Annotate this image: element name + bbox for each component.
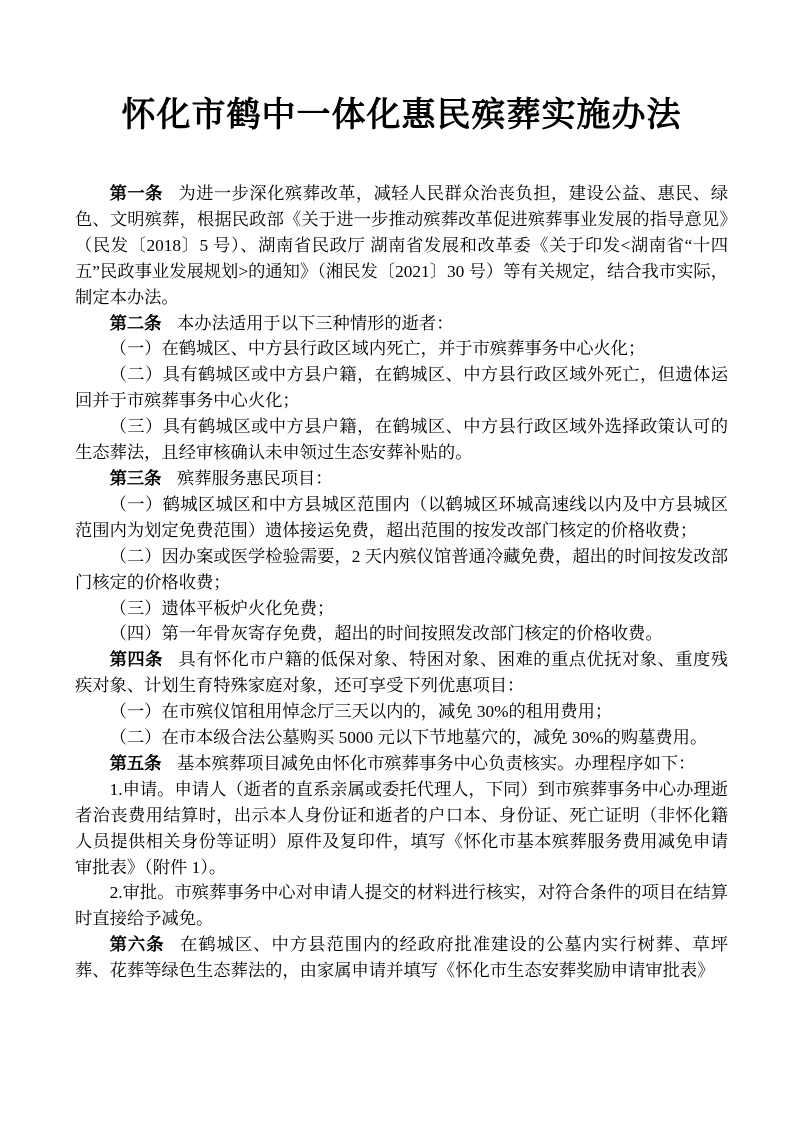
paragraph: 2.审批。市殡葬事务中心对申请人提交的材料进行核实，对符合条件的项目在结算时直接给予减免。	[75, 883, 728, 929]
paragraph: 1.申请。申请人（逝者的直系亲属或委托代理人，下同）到市殡葬事务中心办理逝者治丧费用结算时，出示本人身份证和逝者的户口本、身份证、死亡证明（非怀化籍人员提供相关身份等证明）原件及复印件，填写《怀化市基本殡葬服务费用减免申请审批表》（附件 1）。	[75, 779, 728, 877]
paragraph: （四）第一年骨灰寄存免费，超出的时间按照发改部门核定的价格收费。	[109, 624, 663, 644]
article-number: 第二条	[109, 313, 162, 333]
paragraph: 第四条 具有怀化市户籍的低保对象、特困对象、困难的重点优抚对象、重度残疾对象、计划生育特殊家庭对象，还可享受下列优惠项目：	[75, 650, 728, 696]
document-body	[75, 181, 728, 984]
paragraph: 第三条 殡葬服务惠民项目：	[109, 468, 333, 488]
paragraph: （三）具有鹤城区或中方县户籍，在鹤城区、中方县行政区域外选择政策认可的生态葬法，且经审核确认未申领过生态安葬补贴的。	[75, 417, 728, 463]
paragraph: 第二条 本办法适用于以下三种情形的逝者：	[109, 313, 454, 333]
paragraph: （二）因办案或医学检验需要，2 天内殡仪馆普通冷藏免费，超出的时间按发改部门核定的价格收费；	[75, 546, 728, 592]
article-number: 第三条	[109, 468, 162, 488]
paragraph: （三）遗体平板炉火化免费；	[109, 598, 335, 618]
article-number: 第六条	[109, 935, 165, 955]
paragraph: （二）在市本级合法公墓购买 5000 元以下节地墓穴的，减免 30%的购墓费用。	[109, 728, 708, 748]
document-title: 怀化市鹤中一体化惠民殡葬实施办法	[121, 96, 682, 134]
paragraph: 第六条 在鹤城区、中方县范围内的经政府批准建设的公墓内实行树葬、草坪葬、花葬等绿色生态葬法的，由家属申请并填写《怀化市生态安葬奖励申请审批表》	[75, 935, 728, 981]
article-number: 第四条	[109, 650, 163, 670]
paragraph: （一）鹤城区城区和中方县城区范围内（以鹤城区环城高速线以内及中方县城区范围内为划定免费范围）遗体接运免费，超出范围的按发改部门核定的价格收费；	[75, 494, 728, 540]
article-number: 第一条	[109, 184, 163, 203]
paragraph: 第五条 基本殡葬项目减免由怀化市殡葬事务中心负责核实。办理程序如下：	[109, 753, 696, 773]
paragraph: （一）在市殡仪馆租用悼念厅三天以内的，减免 30%的租用费用；	[109, 702, 613, 722]
paragraph: （一）在鹤城区、中方县行政区域内死亡，并于市殡葬事务中心火化；	[109, 339, 646, 359]
paragraph: 第一条 为进一步深化殡葬改革，减轻人民群众治丧负担，建设公益、惠民、绿色、文明殡葬，根据民政部《关于进一步推动殡葬改革促进殡葬事业发展的指导意见》（民发〔2018〕5 号）、湖南省民政厅 湖南省发展和改革委《关于印发<湖南省“十四五”民政事业发展规划>的通知》（湘民发〔2021〕30 号）等有关规定，结合我市实际，制定本办法。	[75, 184, 728, 307]
paragraph: （二）具有鹤城区或中方县户籍，在鹤城区、中方县行政区域外死亡，但遗体运回并于市殡葬事务中心火化；	[75, 365, 728, 411]
article-number: 第五条	[109, 753, 162, 773]
